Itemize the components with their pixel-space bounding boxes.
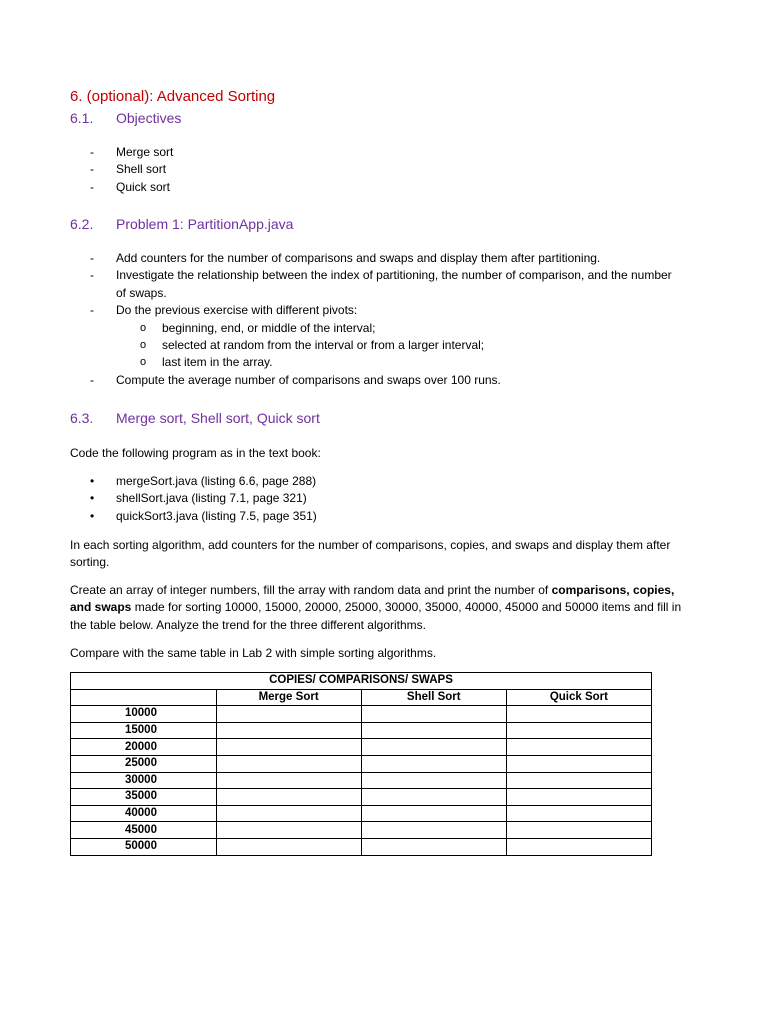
row-label: 40000: [71, 805, 217, 822]
list-item-text: last item in the array.: [162, 355, 273, 370]
results-table: [70, 672, 652, 856]
table-cell[interactable]: [216, 838, 361, 855]
column-header-merge-sort: Merge Sort: [216, 689, 361, 706]
sorts-paragraph-3: Compare with the same table in Lab 2 with simple sorting algorithms.: [70, 646, 437, 660]
row-label: 20000: [71, 739, 217, 756]
list-item: [0, 302, 682, 319]
table-cell[interactable]: [216, 805, 361, 822]
dash-marker: -: [90, 303, 94, 318]
dash-marker: -: [90, 372, 94, 387]
table-cell[interactable]: [506, 722, 651, 739]
row-label: 10000: [71, 706, 217, 723]
list-item-text: mergeSort.java (listing 6.6, page 288): [116, 474, 317, 488]
table-cell[interactable]: [361, 772, 506, 789]
table-cell[interactable]: [506, 772, 651, 789]
list-item: [0, 490, 682, 507]
table-row: [71, 739, 652, 756]
sorts-heading: [70, 410, 320, 426]
table-cell[interactable]: [506, 739, 651, 756]
table-row: [71, 755, 652, 772]
table-cell[interactable]: [361, 838, 506, 855]
sub-list-item: [0, 320, 682, 337]
circle-marker: o: [140, 339, 147, 352]
sorts-number: 6.3.: [70, 410, 94, 426]
row-label: 30000: [71, 772, 217, 789]
dash-marker: -: [90, 268, 94, 283]
objectives-heading: [70, 110, 181, 126]
list-item: [0, 179, 682, 196]
list-item: [0, 144, 682, 161]
list-item-text: beginning, end, or middle of the interval;: [162, 320, 376, 335]
dash-marker: -: [90, 162, 94, 177]
bullet-marker: •: [90, 508, 95, 523]
table-row: [71, 772, 652, 789]
table-row: [71, 838, 652, 855]
table-cell[interactable]: [216, 755, 361, 772]
programs-list: [0, 473, 682, 525]
table-row: [71, 722, 652, 739]
table-cell[interactable]: [361, 755, 506, 772]
problem1-title: Problem 1: PartitionApp.java: [116, 216, 294, 232]
bullet-marker: •: [90, 474, 95, 488]
problem1-number: 6.2.: [70, 216, 94, 232]
table-cell[interactable]: [361, 822, 506, 839]
sorts-paragraph-2: [70, 582, 690, 634]
table-row: [71, 789, 652, 806]
table-cell[interactable]: [216, 739, 361, 756]
row-label: 50000: [71, 838, 217, 855]
dash-marker: -: [90, 145, 94, 159]
table-cell[interactable]: [506, 706, 651, 723]
sorts-intro: Code the following program as in the text book:: [70, 446, 321, 460]
table-cell[interactable]: [506, 838, 651, 855]
list-item-text: Do the previous exercise with different pivots:: [116, 303, 358, 318]
list-item: [0, 250, 682, 267]
list-item: [0, 473, 682, 490]
table-cell[interactable]: [506, 822, 651, 839]
column-header-shell-sort: Shell Sort: [361, 689, 506, 706]
table-cell[interactable]: [361, 805, 506, 822]
list-item-text: quickSort3.java (listing 7.5, page 351): [116, 508, 317, 523]
paragraph-text: Create an array of integer numbers, fill the array with random data and print the number of: [70, 583, 552, 597]
table-cell[interactable]: [506, 805, 651, 822]
objectives-list: [0, 144, 682, 196]
table-row: [71, 706, 652, 723]
table-cell[interactable]: [216, 722, 361, 739]
bullet-marker: •: [90, 491, 95, 506]
sub-list-item: [0, 354, 682, 371]
table-header-row: [71, 689, 652, 706]
sorts-paragraph-1: In each sorting algorithm, add counters for the number of comparisons, copies, and swaps and display them after sorting.: [70, 538, 671, 570]
table-cell[interactable]: [216, 822, 361, 839]
list-item-text: Compute the average number of comparisons and swaps over 100 runs.: [116, 372, 501, 387]
list-item-text: Investigate the relationship between the index of partitioning, the number of comparison, and the number of swaps.: [116, 268, 672, 300]
table-title: COPIES/ COMPARISONS/ SWAPS: [71, 673, 652, 690]
row-label: 15000: [71, 722, 217, 739]
list-item-text: Quick sort: [116, 179, 171, 194]
table-cell[interactable]: [361, 706, 506, 723]
list-item-text: Add counters for the number of comparisons and swaps and display them after partitioning.: [116, 251, 601, 265]
list-item-text: shellSort.java (listing 7.1, page 321): [116, 491, 307, 506]
table-title-row: [71, 673, 652, 690]
list-item-text: selected at random from the interval or from a larger interval;: [162, 338, 485, 353]
sorts-title: Merge sort, Shell sort, Quick sort: [116, 410, 320, 426]
sub-list-item: [0, 337, 682, 354]
table-cell[interactable]: [216, 772, 361, 789]
problem1-heading: [70, 216, 293, 232]
table-cell[interactable]: [506, 755, 651, 772]
table-cell[interactable]: [216, 789, 361, 806]
row-label: 45000: [71, 822, 217, 839]
list-item-text: Shell sort: [116, 162, 167, 177]
table-cell[interactable]: [361, 789, 506, 806]
table-cell[interactable]: [361, 739, 506, 756]
table-cell[interactable]: [361, 722, 506, 739]
section-title: 6. (optional): Advanced Sorting: [70, 88, 276, 105]
table-row: [71, 805, 652, 822]
problem1-list: [0, 250, 682, 389]
circle-marker: o: [140, 321, 147, 334]
column-header-quick-sort: Quick Sort: [506, 689, 651, 706]
dash-marker: -: [90, 179, 94, 194]
table-row: [71, 822, 652, 839]
row-label: 35000: [71, 789, 217, 806]
table-cell[interactable]: [216, 706, 361, 723]
list-item: [0, 508, 682, 525]
table-header-empty: [71, 689, 217, 706]
objectives-title: Objectives: [116, 110, 182, 126]
table-cell[interactable]: [506, 789, 651, 806]
objectives-number: 6.1.: [70, 110, 94, 126]
row-label: 25000: [71, 755, 217, 772]
list-item: [0, 372, 682, 389]
dash-marker: -: [90, 251, 94, 265]
list-item-text: Merge sort: [116, 145, 174, 159]
list-item: [0, 267, 682, 302]
circle-marker: o: [140, 356, 147, 369]
paragraph-bold-text: comparisons, copies, and swaps: [70, 583, 675, 615]
list-item: [0, 161, 682, 178]
paragraph-text: made for sorting 10000, 15000, 20000, 25000, 30000, 35000, 40000, 45000 and 50000 items and fill in the table below. Analyze the trend for the three different algorithms.: [70, 600, 682, 632]
